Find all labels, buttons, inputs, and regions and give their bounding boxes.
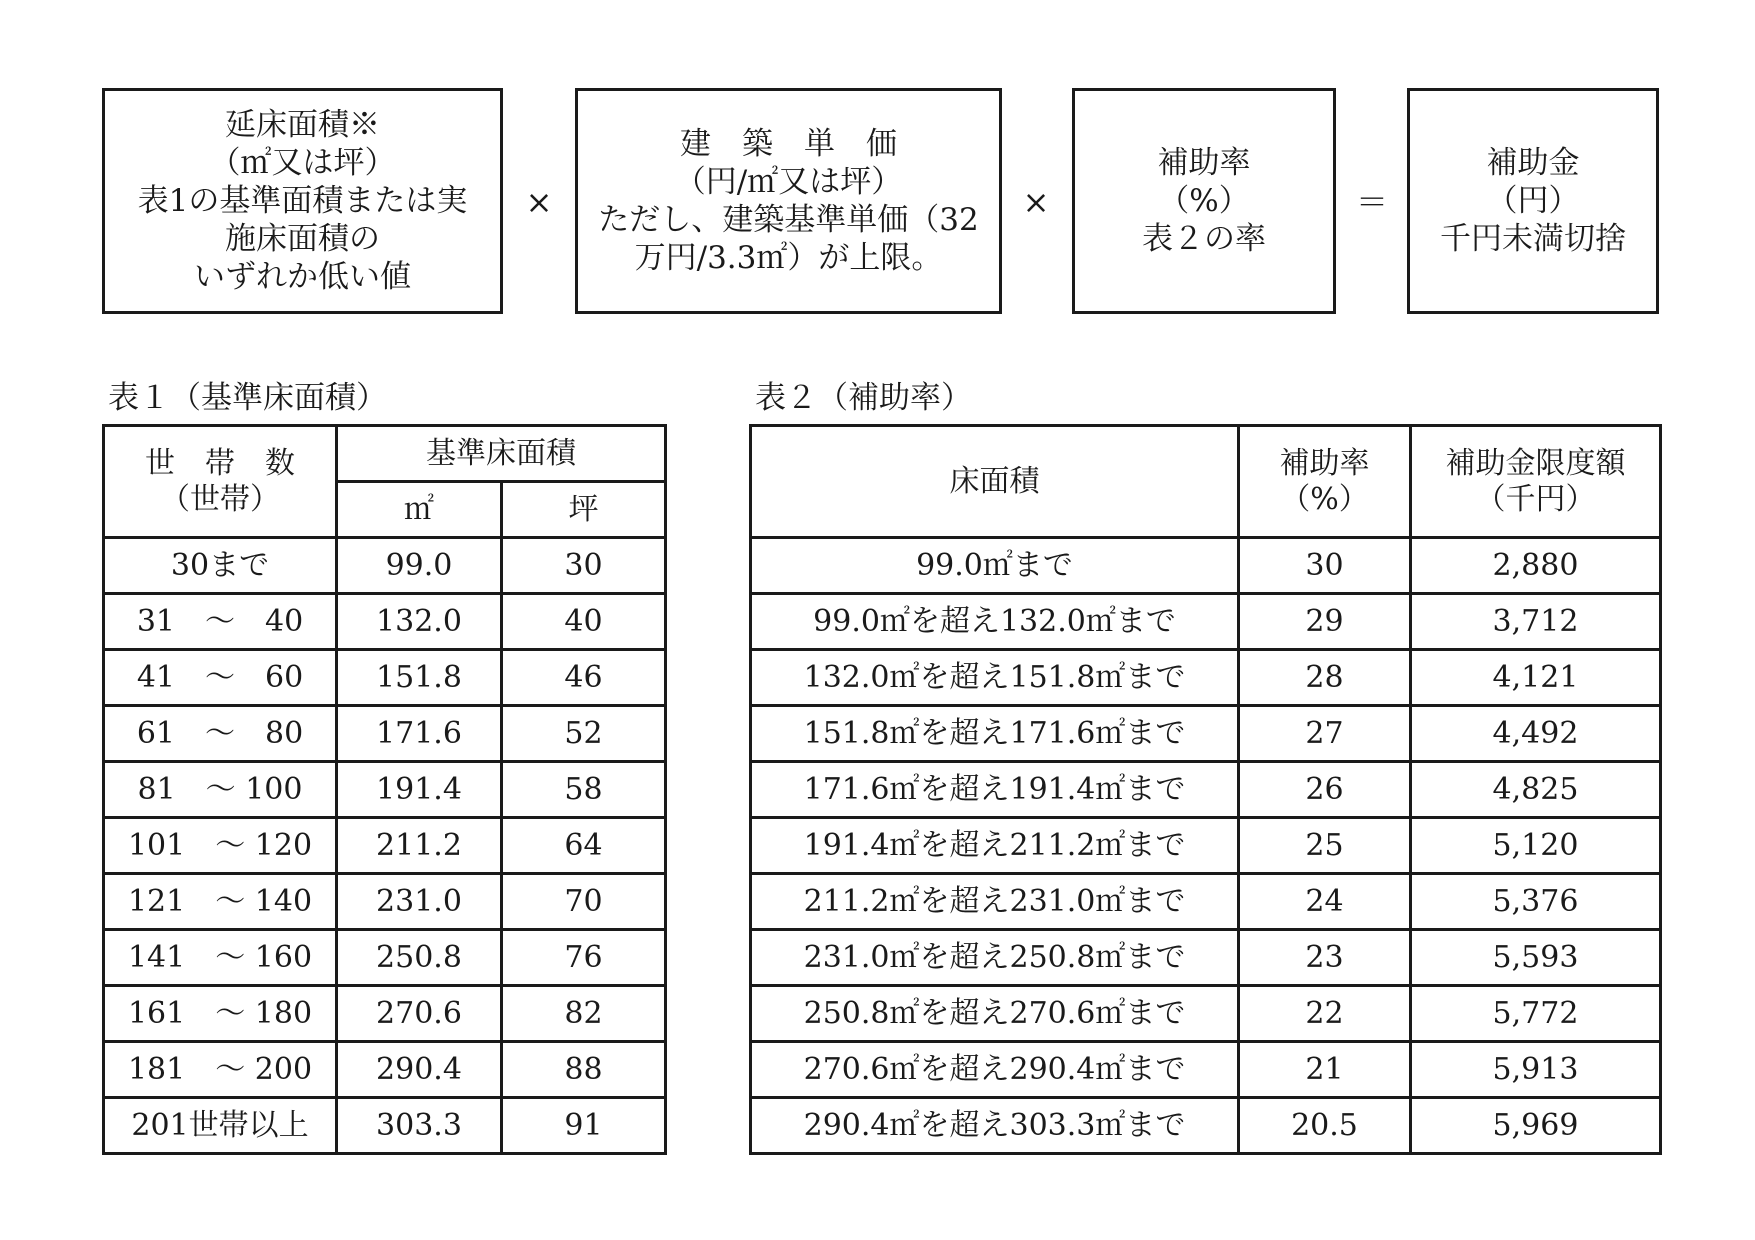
households-header <box>104 426 337 538</box>
limit-header-unit: （千円） <box>1475 481 1596 517</box>
tsubo-cell: 82 <box>502 986 666 1042</box>
households-cell: 141 ～ 160 <box>104 930 337 986</box>
rate-cell: 26 <box>1239 762 1411 818</box>
households-header-unit: （世帯） <box>160 481 280 517</box>
table-row <box>104 650 666 706</box>
households-cell: 101 ～ 120 <box>104 818 337 874</box>
limit-cell: 5,120 <box>1411 818 1661 874</box>
tsubo-cell: 70 <box>502 874 666 930</box>
tsubo-cell: 30 <box>502 538 666 594</box>
limit-cell: 4,492 <box>1411 706 1661 762</box>
households-cell: 121 ～ 140 <box>104 874 337 930</box>
tsubo-cell: 64 <box>502 818 666 874</box>
m2-cell: 99.0 <box>337 538 502 594</box>
table-row <box>104 1042 666 1098</box>
floor-area-note-2: 施床面積の <box>225 221 380 257</box>
subsidy-rate-note: 表２の率 <box>1142 221 1266 257</box>
unit-price-unit: （円/㎡又は坪） <box>674 164 903 200</box>
rate-cell: 27 <box>1239 706 1411 762</box>
subsidy-rate-box <box>1072 88 1336 314</box>
limit-cell: 3,712 <box>1411 594 1661 650</box>
rate-header-label: 補助率 <box>1279 445 1370 481</box>
base-floor-area-table <box>102 424 667 1155</box>
table-row <box>751 818 1661 874</box>
unit-price-note-1: ただし、建築基準単価（32 <box>598 202 979 238</box>
subsidy-amount-note: 千円未満切捨 <box>1440 221 1626 257</box>
rate-cell: 28 <box>1239 650 1411 706</box>
subsidy-rate-unit: （%） <box>1158 183 1250 219</box>
table-row <box>751 594 1661 650</box>
subsidy-amount-box <box>1407 88 1659 314</box>
table-row <box>104 930 666 986</box>
multiply-sign-2: × <box>1022 183 1050 221</box>
subsidy-amount-unit: （円） <box>1486 183 1580 219</box>
limit-cell: 5,772 <box>1411 986 1661 1042</box>
table-row <box>751 874 1661 930</box>
m2-cell: 231.0 <box>337 874 502 930</box>
rate-header <box>1239 426 1411 538</box>
households-cell: 30まで <box>104 538 337 594</box>
table-row <box>751 986 1661 1042</box>
floor-area-note-3: いずれか低い値 <box>194 259 411 295</box>
households-cell: 161 ～ 180 <box>104 986 337 1042</box>
rate-cell: 24 <box>1239 874 1411 930</box>
rate-header-unit: （%） <box>1280 481 1369 517</box>
m2-cell: 250.8 <box>337 930 502 986</box>
tsubo-cell: 76 <box>502 930 666 986</box>
table-row <box>104 1098 666 1154</box>
limit-cell: 5,376 <box>1411 874 1661 930</box>
table-row <box>104 706 666 762</box>
households-cell: 61 ～ 80 <box>104 706 337 762</box>
area-range-cell: 250.8㎡を超え270.6㎡まで <box>751 986 1239 1042</box>
rate-cell: 21 <box>1239 1042 1411 1098</box>
table-row <box>751 762 1661 818</box>
m2-cell: 270.6 <box>337 986 502 1042</box>
m2-cell: 151.8 <box>337 650 502 706</box>
unit-tsubo-header: 坪 <box>502 482 666 538</box>
subsidy-amount-title: 補助金 <box>1486 145 1580 181</box>
households-cell: 41 ～ 60 <box>104 650 337 706</box>
table1-caption: 表１（基準床面積） <box>108 380 387 416</box>
equals-sign: ＝ <box>1355 183 1388 221</box>
table-row <box>104 874 666 930</box>
m2-cell: 290.4 <box>337 1042 502 1098</box>
limit-cell: 5,969 <box>1411 1098 1661 1154</box>
rate-cell: 25 <box>1239 818 1411 874</box>
m2-cell: 132.0 <box>337 594 502 650</box>
tsubo-cell: 91 <box>502 1098 666 1154</box>
table-row <box>104 762 666 818</box>
area-range-cell: 171.6㎡を超え191.4㎡まで <box>751 762 1239 818</box>
unit-m2-header: ㎡ <box>337 482 502 538</box>
table-row <box>751 930 1661 986</box>
tsubo-cell: 52 <box>502 706 666 762</box>
area-range-cell: 132.0㎡を超え151.8㎡まで <box>751 650 1239 706</box>
limit-cell: 4,825 <box>1411 762 1661 818</box>
table-row <box>104 818 666 874</box>
m2-cell: 211.2 <box>337 818 502 874</box>
area-range-cell: 191.4㎡を超え211.2㎡まで <box>751 818 1239 874</box>
area-range-cell: 211.2㎡を超え231.0㎡まで <box>751 874 1239 930</box>
table-row <box>751 650 1661 706</box>
area-range-cell: 151.8㎡を超え171.6㎡まで <box>751 706 1239 762</box>
table-row <box>104 986 666 1042</box>
area-range-cell: 99.0㎡を超え132.0㎡まで <box>751 594 1239 650</box>
rate-cell: 20.5 <box>1239 1098 1411 1154</box>
limit-cell: 4,121 <box>1411 650 1661 706</box>
floor-area-unit: （㎡又は坪） <box>209 145 396 181</box>
limit-cell: 5,593 <box>1411 930 1661 986</box>
households-cell: 181 ～ 200 <box>104 1042 337 1098</box>
table2-caption: 表２（補助率） <box>755 380 972 416</box>
tsubo-cell: 58 <box>502 762 666 818</box>
rate-cell: 23 <box>1239 930 1411 986</box>
table-row <box>104 538 666 594</box>
m2-cell: 191.4 <box>337 762 502 818</box>
table-row <box>751 706 1661 762</box>
floor-area-note-1: 表1の基準面積または実 <box>137 183 468 219</box>
limit-header <box>1411 426 1661 538</box>
unit-price-note-2: 万円/3.3㎡）が上限。 <box>634 240 943 276</box>
households-header-label: 世 帯 数 <box>145 445 295 481</box>
limit-header-label: 補助金限度額 <box>1445 445 1626 481</box>
floor-area-title: 延床面積※ <box>225 107 380 143</box>
households-cell: 81 ～ 100 <box>104 762 337 818</box>
tsubo-cell: 40 <box>502 594 666 650</box>
rate-cell: 29 <box>1239 594 1411 650</box>
tsubo-cell: 88 <box>502 1042 666 1098</box>
tsubo-cell: 46 <box>502 650 666 706</box>
households-cell: 31 ～ 40 <box>104 594 337 650</box>
subsidy-rate-table <box>749 424 1662 1155</box>
area-range-cell: 290.4㎡を超え303.3㎡まで <box>751 1098 1239 1154</box>
m2-cell: 303.3 <box>337 1098 502 1154</box>
subsidy-rate-title: 補助率 <box>1157 145 1251 181</box>
multiply-sign-1: × <box>525 183 553 221</box>
floor-area-box <box>102 88 503 314</box>
area-range-cell: 99.0㎡まで <box>751 538 1239 594</box>
limit-cell: 5,913 <box>1411 1042 1661 1098</box>
table-row <box>751 538 1661 594</box>
m2-cell: 171.6 <box>337 706 502 762</box>
households-cell: 201世帯以上 <box>104 1098 337 1154</box>
table-row <box>104 594 666 650</box>
area-range-cell: 231.0㎡を超え250.8㎡まで <box>751 930 1239 986</box>
unit-price-title: 建 築 単 価 <box>680 126 897 162</box>
rate-cell: 22 <box>1239 986 1411 1042</box>
rate-cell: 30 <box>1239 538 1411 594</box>
floor-area-header: 床面積 <box>751 426 1239 538</box>
area-range-cell: 270.6㎡を超え290.4㎡まで <box>751 1042 1239 1098</box>
base-area-header: 基準床面積 <box>337 426 666 482</box>
table-row <box>751 1042 1661 1098</box>
unit-price-box <box>575 88 1002 314</box>
table-row <box>751 1098 1661 1154</box>
limit-cell: 2,880 <box>1411 538 1661 594</box>
